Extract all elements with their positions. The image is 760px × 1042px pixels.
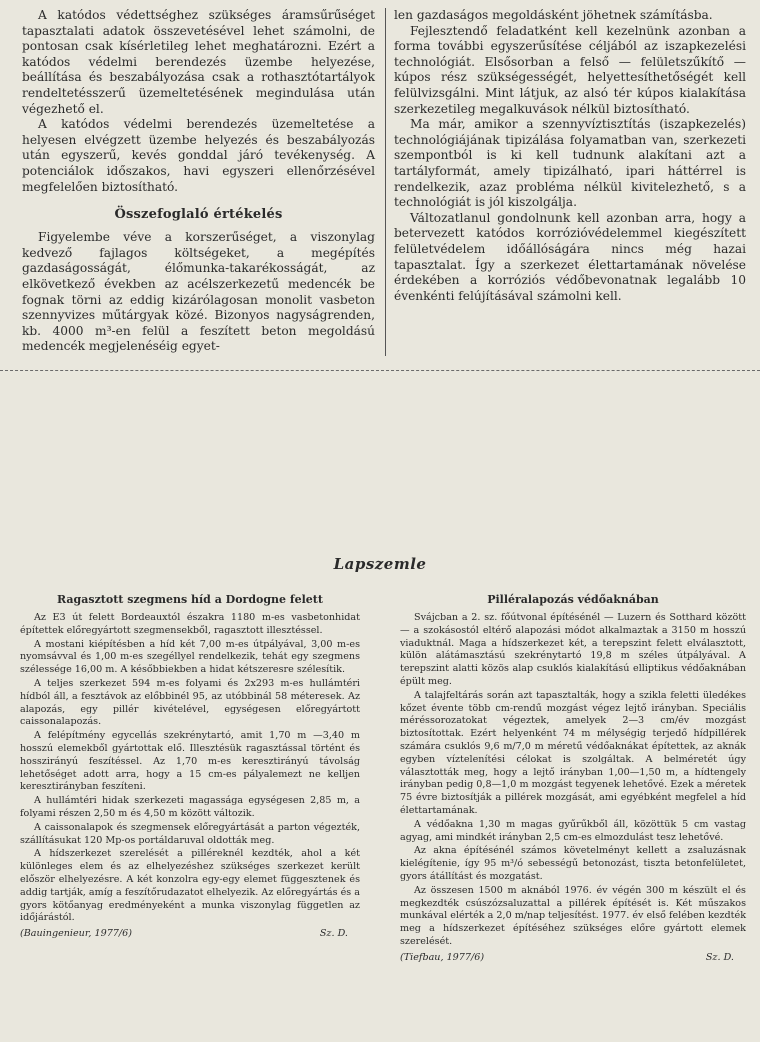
paragraph: A hídszerkezet szerelését a pilléreknél kezdték, ahol a két különleges elem és az elhelyezéshez szükséges szerkezet került először elhelyezésre. A két konzolra egy-egy elemet függesztenek és addig tartják, amíg a feszítőrudazatot elhelyezik. Az előregyártás és a gyors kötőanyag eredményeként a munka viszonylag független az időjárástól. — [20, 848, 360, 924]
paragraph: len gazdaságos megoldásként jöhetnek számításba. — [394, 8, 713, 22]
left-column — [22, 8, 375, 355]
paragraph: Az E3 út felett Bordeauxtól északra 1180 m-es vasbetonhidat építettek előregyártott szegmensekből, ragasztott illesztéssel. — [20, 612, 360, 636]
paragraph: A katódos védelmi berendezés üzemeltetése a helyesen elvégzett üzembe helyezés és beszabályozás után egyszerű, kevés gonddal járó tevékenység. A potenciálok időszakos, havi egyszeri ellenőrzésével megfelelően biztosítható. — [22, 117, 375, 194]
review-title: Lapszemle — [333, 555, 427, 573]
paragraph: Figyelembe véve a korszerűséget, a viszonylag kedvező fajlagos költségeket, a megépítés gazdaságosságát, élőmunka-takarékosságát, az elkövetkező években az acélszerkezetű medencék be fognak törni az eddig kizárólagosan monolit vasbeton szennyvizes műtárgyak közé. Bizonyos nagyságrenden, kb. 4000 m³-en felül a feszített beton megoldású medencék megjelenéséig egyet- — [22, 230, 375, 354]
paragraph: A védőakna 1,30 m magas gyűrűkből áll, közöttük 5 cm vastag agyag, ami mindkét irányban 2,5 cm-es elmozdulást tesz lehetővé. — [400, 818, 746, 843]
paragraph: Az akna építésénél számos követelményt kellett a zsaluzásnak kielégítenie, így 95 m³/ó sebességű betonozást, tiszta betonfelületet, gyors átállítást és mozgatást. — [400, 845, 746, 882]
paragraph: Ma már, amikor a szennyvíztisztítás (iszapkezelés) technológiájának tipizálása folyamatban van, szerkezeti szempontból is ki kell tudnunk alakítani azt a tartályformát, amely tipizálható, ipari háttérrel is rendelkezik, azaz probléma nélkül kivitelezhető, s a technológiát is jól kiszolgálja. — [394, 117, 746, 210]
source-citation: (Bauingenieur, 1977/6) — [20, 928, 132, 940]
paragraph: Svájcban a 2. sz. főútvonal építésénél — Luzern és Sotthard között — a szokásostól eltérő alapozási módot alkalmaztak a 3150 m hosszú viaduktnál. Maga a hídszerkezet két, a terepszint felett elválasztott, külön alátámasztású szekrénytartó 19,8 m széles útpályával. A terepszint alatti közös alap csuklós kialakítású elliptikus védőaknában épült meg. — [400, 612, 746, 687]
source-citation: (Tiefbau, 1977/6) — [400, 951, 485, 963]
author-signature: Sz. D. — [319, 928, 348, 940]
review-section — [20, 593, 747, 1038]
paragraph: A caissonalapok és szegmensek előregyártását a parton végezték, szállításukat 120 Mp-os portáldaruval oldották meg. — [20, 821, 360, 846]
paragraph: A hullámtéri hidak szerkezeti magassága egységesen 2,85 m, a folyami részen 2,50 m és 4,50 m között változik. — [20, 795, 360, 819]
column-divider — [385, 8, 386, 356]
section-divider — [0, 370, 760, 371]
article-source — [20, 928, 360, 939]
paragraph: Az összesen 1500 m aknából 1976. év végén 300 m készült el és megkezdték csúszózsaluzattal a pillérek építését is. Két műszakos munkával elérték a 2,0 m/nap teljesítést. 1977. év első felében kezdték meg a hídszerkezet építéséhez szükséges előre gyártott elemek szerelését. — [400, 884, 747, 947]
paragraph: Változatlanul gondolnunk kell azonban arra, hogy a betervezett katódos korrózióvédelemmel kiegészített felületvédelem időállóságára nincs még hazai tapasztalat. Így a szerkezet élettartamának növelése érdekében a korróziós védőbevonatnak legalább 10 évenkénti felújításával számolni kell. — [394, 210, 746, 303]
paragraph: A mostani kiépítésben a híd két 7,00 m-es útpályával, 3,00 m-es nyomsávval és 1,00 m-es szegéllyel rendelkezik, tehát egy szegmens szélessége 16,00 m. A későbbiekben a hidat kétszeresre szélesítik. — [20, 638, 360, 676]
article-source — [400, 952, 746, 963]
paragraph: A felépítmény egycellás szekrénytartó, amit 1,70 m —3,40 m hosszú elemekből gyártottak elő. Illesztésük ragasztással történt és hosszirányú feszítéssel. Az 1,70 m-es keresztirányú távolság lehetőséget adott arra, hogy a 15 cm-es pályalemezt ne kelljen keresztirányban feszíteni. — [20, 730, 360, 793]
right-column — [394, 8, 746, 304]
paragraph: A katódos védettséghez szükséges áramsűrűséget tapasztalati adatok összevetésével lehet számolni, de pontosan csak kísérletileg lehet meghatározni. Ezért a katódos védelmi berendezés üzembe helyezése, beállítása és beszabályozása csak a rothasztótartályok rendeltetésszerű üzemeltetésének megindulása után végezhető el. — [22, 8, 375, 116]
author-signature: Sz. D. — [705, 951, 734, 963]
review-article-left — [20, 593, 360, 939]
review-article-right — [400, 593, 746, 963]
section-heading: Összefoglaló értékelés — [114, 207, 283, 223]
article-heading: Ragasztott szegmens híd a Dordogne felett — [57, 593, 323, 606]
paragraph: A talajfeltárás során azt tapasztalták, hogy a szikla feletti üledékes kőzet évente több cm-rendű mozgást végez lejtő irányban. Speciális méréssorozatokat végeztek, amelyek 2—3 cm/év mozgást biztosítottak. Ezért helyenként 74 m mélységig terjedő hídpillérek számára csuklós 9,6 m/7,0 m méretű védőaknákat építettek, az aknák egyben víztelenítési célokat is szolgáltak. A belméretét úgy választották meg, hogy a lejtő irányban 1,00—1,50 m, a hídtengely irányban pedig 0,8—1,0 m mozgást tegyenek lehetővé. Ezek a méretek 75 évre biztosítják a pillérek mozgását, ami egyébként megfelel a híd élettartamának. — [400, 689, 746, 816]
paragraph: A teljes szerkezet 594 m-es folyami és 2x293 m-es hullámtéri hídból áll, a fesztávok az előbbinél 95, az utóbbinál 58 méteresek. Az alapozás, egy pillér kivételével, egységesen előregyártott caissonalapozás. — [20, 677, 360, 728]
article-heading: Pilléralapozás védőaknában — [487, 593, 659, 606]
article-continuation — [22, 8, 746, 356]
paragraph: Fejlesztendő feladatként kell kezelnünk azonban a forma további egyszerűsítése céljából az iszapkezelési technológiát. Elsősorban a felső — felületszűkítő — kúpos rész szükségességét, helyettesíthetőségét kell felülvizsgálni. Mint látjuk, az alsó tér kúpos kialakítása szerkezetileg megalkuvások nélkül biztosítható. — [394, 23, 746, 116]
